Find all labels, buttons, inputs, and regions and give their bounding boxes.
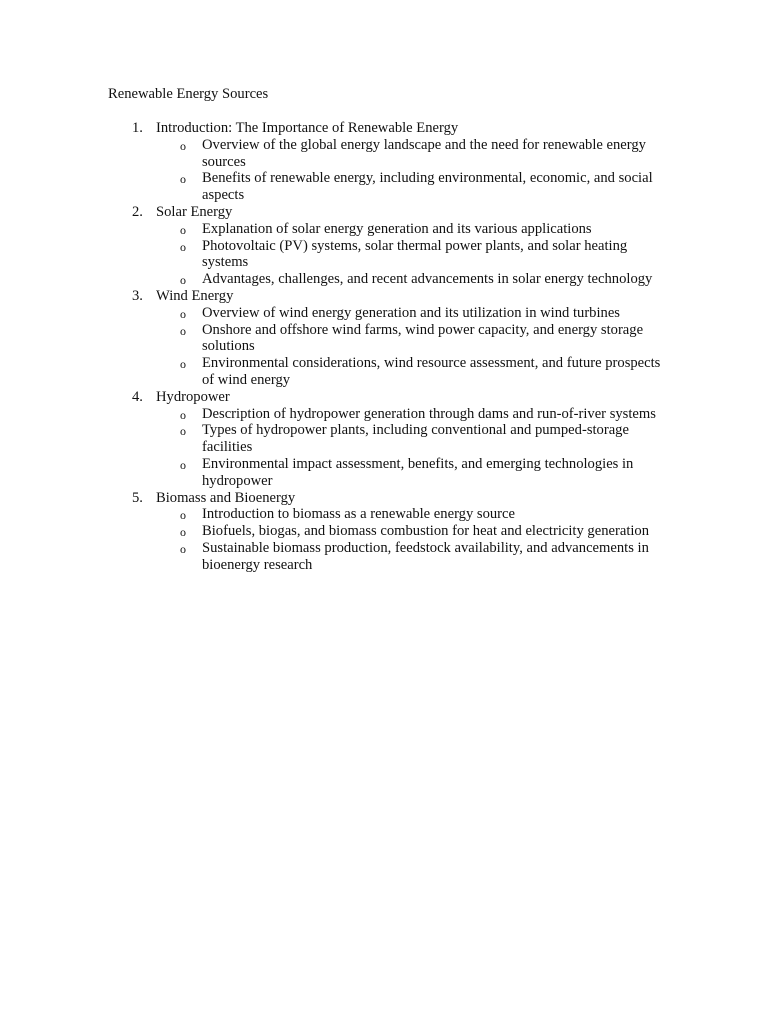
section-heading-text: Wind Energy <box>156 287 234 304</box>
outline-section <box>108 389 668 490</box>
bullet-marker-icon: o <box>180 138 186 153</box>
bullet-marker-icon: o <box>180 541 186 556</box>
bullet-marker-icon: o <box>180 357 186 372</box>
section-heading <box>108 389 668 406</box>
bullet-text: Explanation of solar energy generation and its various applications <box>202 220 592 237</box>
outline-section <box>108 288 668 389</box>
section-number: 5. <box>132 489 143 506</box>
bullet-marker-icon: o <box>180 172 186 187</box>
bullet-item <box>108 322 664 356</box>
bullet-list <box>108 221 668 288</box>
section-heading-text: Hydropower <box>156 388 230 405</box>
bullet-item <box>108 422 664 456</box>
bullet-item <box>108 406 664 423</box>
bullet-list <box>108 506 668 573</box>
bullet-text: Types of hydropower plants, including conventional and pumped-storage facilities <box>202 422 629 456</box>
section-heading <box>108 490 668 507</box>
section-heading-text: Introduction: The Importance of Renewable Energy <box>156 120 459 136</box>
bullet-text: Description of hydropower generation through dams and run-of-river systems <box>202 405 656 422</box>
bullet-text: Overview of wind energy generation and its utilization in wind turbines <box>202 304 620 321</box>
bullet-text: Advantages, challenges, and recent advancements in solar energy technology <box>202 271 653 288</box>
section-heading-text: Biomass and Bioenergy <box>156 489 296 506</box>
bullet-marker-icon: o <box>180 222 186 237</box>
bullet-item <box>108 456 664 490</box>
outline-section <box>108 204 668 288</box>
bullet-item <box>108 137 664 171</box>
bullet-marker-icon: o <box>180 239 186 254</box>
section-number: 3. <box>132 287 143 304</box>
bullet-marker-icon: o <box>180 508 186 523</box>
bullet-marker-icon: o <box>180 457 186 472</box>
bullet-item <box>108 238 664 272</box>
bullet-text: Onshore and offshore wind farms, wind power capacity, and energy storage solutions <box>202 321 644 355</box>
bullet-item <box>108 540 664 574</box>
bullet-item <box>108 523 664 540</box>
bullet-text: Photovoltaic (PV) systems, solar thermal power plants, and solar heating systems <box>202 237 628 271</box>
bullet-item <box>108 271 664 288</box>
bullet-text: Environmental considerations, wind resource assessment, and future prospects of wind energy <box>202 355 661 388</box>
bullet-text: Introduction to biomass as a renewable energy source <box>202 506 515 523</box>
section-heading <box>108 288 668 305</box>
section-heading <box>108 120 668 137</box>
bullet-list <box>108 305 668 389</box>
bullet-marker-icon: o <box>180 407 186 422</box>
section-number: 1. <box>132 120 143 136</box>
outline-section <box>108 120 668 204</box>
bullet-list <box>108 406 668 490</box>
bullet-item <box>108 170 664 204</box>
bullet-text: Environmental impact assessment, benefits, and emerging technologies in hydropower <box>202 455 634 489</box>
bullet-item <box>108 506 664 523</box>
outline-section <box>108 490 668 574</box>
bullet-text: Overview of the global energy landscape and the need for renewable energy sources <box>202 136 646 170</box>
bullet-item <box>108 221 664 238</box>
section-outline <box>108 120 668 574</box>
bullet-item <box>108 305 664 322</box>
bullet-text: Benefits of renewable energy, including environmental, economic, and social aspects <box>202 170 653 204</box>
bullet-item <box>108 355 664 389</box>
bullet-text: Sustainable biomass production, feedstock availability, and advancements in bioenergy research <box>202 539 649 573</box>
bullet-marker-icon: o <box>180 306 186 321</box>
section-number: 2. <box>132 203 143 220</box>
bullet-marker-icon: o <box>180 424 186 439</box>
bullet-marker-icon: o <box>180 525 186 540</box>
section-heading-text: Solar Energy <box>156 203 233 220</box>
section-number: 4. <box>132 388 143 405</box>
bullet-marker-icon: o <box>180 273 186 288</box>
section-heading <box>108 204 668 221</box>
bullet-list <box>108 137 668 204</box>
bullet-marker-icon: o <box>180 323 186 338</box>
document-title: Renewable Energy Sources <box>108 86 269 102</box>
bullet-text: Biofuels, biogas, and biomass combustion for heat and electricity generation <box>202 523 650 540</box>
